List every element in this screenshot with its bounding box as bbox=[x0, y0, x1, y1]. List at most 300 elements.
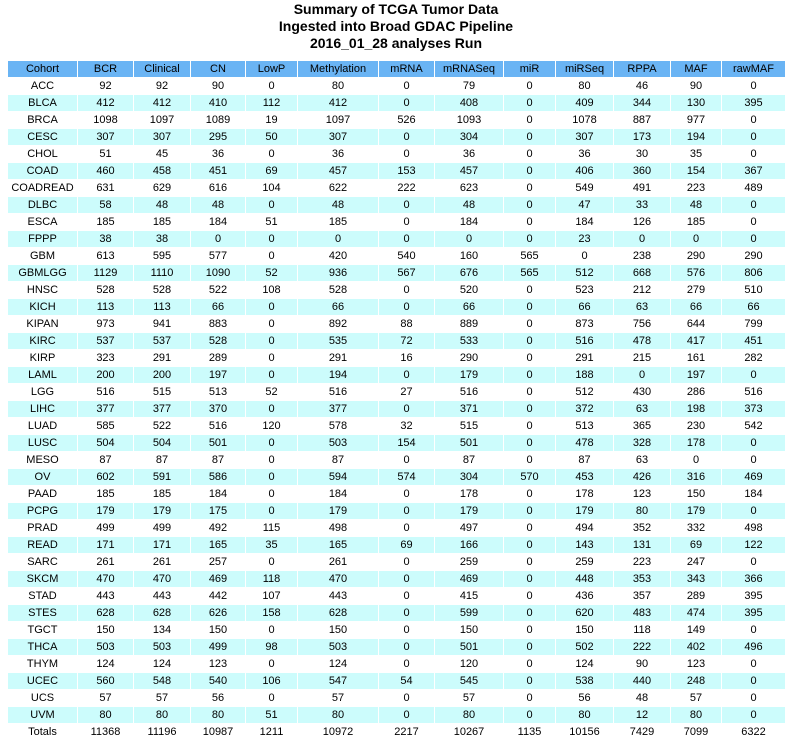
count-cell: 0 bbox=[379, 639, 434, 655]
count-cell: 0 bbox=[722, 503, 785, 519]
count-cell: 892 bbox=[328, 318, 348, 330]
count-cell: 0 bbox=[526, 352, 533, 364]
count-cell: 0 bbox=[379, 197, 434, 213]
count-cell: 0 bbox=[750, 556, 757, 568]
count-cell: 178 bbox=[459, 488, 479, 500]
count-cell: 63 bbox=[614, 401, 670, 417]
count-cell: 537 bbox=[134, 333, 190, 349]
count-cell: 36 bbox=[462, 148, 476, 160]
count-cell: 623 bbox=[459, 182, 479, 194]
count-cell: 154 bbox=[671, 163, 721, 179]
count-cell: 0 bbox=[246, 503, 297, 519]
count-cell: 0 bbox=[750, 454, 757, 466]
count-cell: 0 bbox=[379, 571, 434, 587]
count-cell: 185 bbox=[686, 216, 706, 228]
table-row bbox=[8, 690, 785, 706]
count-cell: 35 bbox=[246, 537, 297, 553]
count-cell: 185 bbox=[96, 216, 115, 228]
count-cell: 124 bbox=[152, 658, 172, 670]
count-cell: 106 bbox=[246, 673, 297, 689]
count-cell: 0 bbox=[750, 658, 757, 670]
count-cell: 166 bbox=[435, 537, 503, 553]
count-cell: 0 bbox=[614, 367, 670, 383]
count-cell: 0 bbox=[246, 333, 297, 349]
count-cell: 644 bbox=[686, 318, 706, 330]
table-row bbox=[8, 129, 785, 145]
count-cell: 370 bbox=[191, 401, 245, 417]
count-cell: 290 bbox=[686, 250, 706, 262]
count-cell: 54 bbox=[379, 673, 434, 689]
count-cell: 353 bbox=[614, 571, 670, 587]
count-cell: 499 bbox=[152, 522, 172, 534]
count-cell: 599 bbox=[435, 605, 503, 621]
count-cell: 212 bbox=[632, 284, 652, 296]
cohort-cell: READ bbox=[8, 537, 77, 553]
count-cell: 48 bbox=[191, 197, 245, 213]
count-cell: 279 bbox=[686, 284, 706, 296]
count-cell: 48 bbox=[435, 197, 503, 213]
cohort-cell: COADREAD bbox=[11, 182, 74, 194]
count-cell: 197 bbox=[671, 367, 721, 383]
cohort-cell: GBM bbox=[29, 250, 56, 262]
count-cell: 0 bbox=[191, 231, 245, 247]
table-row bbox=[8, 588, 785, 604]
cohort-cell: TGCT bbox=[27, 624, 58, 636]
count-cell: 0 bbox=[504, 673, 555, 689]
count-cell: 498 bbox=[744, 522, 763, 534]
count-cell: 0 bbox=[268, 454, 275, 466]
report-title bbox=[0, 0, 792, 52]
count-cell: 150 bbox=[575, 624, 594, 636]
count-cell: 307 bbox=[298, 129, 378, 145]
count-cell: 282 bbox=[744, 352, 763, 364]
table-row bbox=[8, 214, 785, 230]
count-cell: 941 bbox=[152, 318, 172, 330]
count-cell: 1090 bbox=[191, 265, 245, 281]
count-cell: 409 bbox=[556, 95, 613, 111]
count-cell: 470 bbox=[298, 571, 378, 587]
count-cell: 179 bbox=[435, 503, 503, 519]
cohort-cell: SKCM bbox=[8, 571, 77, 587]
count-cell: 87 bbox=[155, 454, 169, 466]
table-row bbox=[8, 554, 785, 570]
cohort-cell: CHOL bbox=[27, 148, 58, 160]
count-cell: 512 bbox=[556, 265, 613, 281]
table-row bbox=[8, 401, 785, 417]
count-cell: 80 bbox=[331, 80, 345, 92]
count-cell: 516 bbox=[208, 420, 228, 432]
count-cell: 0 bbox=[403, 454, 410, 466]
table-row bbox=[8, 418, 785, 434]
count-cell: 622 bbox=[328, 182, 348, 194]
count-cell: 184 bbox=[459, 216, 479, 228]
column-header-lowp: LowP bbox=[246, 61, 297, 77]
cohort-cell: GBMLGG bbox=[8, 265, 77, 281]
count-cell: 90 bbox=[689, 80, 703, 92]
count-cell: 565 bbox=[504, 265, 555, 281]
count-cell: 286 bbox=[686, 386, 706, 398]
count-cell: 0 bbox=[403, 216, 410, 228]
count-cell: 332 bbox=[686, 522, 706, 534]
cohort-cell: LIHC bbox=[8, 401, 77, 417]
count-cell: 977 bbox=[686, 114, 706, 126]
count-cell: 80 bbox=[556, 707, 613, 723]
count-cell: 66 bbox=[191, 299, 245, 315]
count-cell: 513 bbox=[575, 420, 594, 432]
count-cell: 501 bbox=[435, 639, 503, 655]
count-cell: 150 bbox=[208, 624, 228, 636]
total-cell: 10267 bbox=[453, 726, 485, 738]
count-cell: 806 bbox=[722, 265, 785, 281]
table-row bbox=[8, 180, 785, 196]
count-cell: 80 bbox=[191, 707, 245, 723]
cohort-cell: LUAD bbox=[27, 420, 58, 432]
count-cell: 80 bbox=[78, 707, 133, 723]
count-cell: 47 bbox=[556, 197, 613, 213]
count-cell: 51 bbox=[246, 707, 297, 723]
count-cell: 92 bbox=[99, 80, 112, 92]
cohort-cell: STES bbox=[8, 605, 77, 621]
count-cell: 173 bbox=[614, 129, 670, 145]
count-cell: 426 bbox=[614, 469, 670, 485]
count-cell: 457 bbox=[298, 163, 378, 179]
count-cell: 0 bbox=[268, 80, 275, 92]
count-cell: 149 bbox=[686, 624, 706, 636]
count-cell: 602 bbox=[78, 469, 133, 485]
count-cell: 222 bbox=[397, 182, 416, 194]
count-cell: 194 bbox=[298, 367, 378, 383]
count-cell: 66 bbox=[556, 299, 613, 315]
table-row bbox=[8, 435, 785, 451]
count-cell: 175 bbox=[191, 503, 245, 519]
count-cell: 0 bbox=[268, 318, 275, 330]
count-cell: 259 bbox=[575, 556, 594, 568]
count-cell: 118 bbox=[246, 571, 297, 587]
count-cell: 52 bbox=[265, 386, 278, 398]
cohort-cell: ACC bbox=[30, 80, 55, 92]
count-cell: 498 bbox=[328, 522, 348, 534]
count-cell: 377 bbox=[298, 401, 378, 417]
count-cell: 179 bbox=[671, 503, 721, 519]
count-cell: 79 bbox=[462, 80, 476, 92]
total-cell: 2217 bbox=[394, 726, 419, 738]
count-cell: 0 bbox=[268, 352, 275, 364]
table-row bbox=[8, 520, 785, 536]
count-cell: 57 bbox=[462, 692, 476, 704]
count-cell: 178 bbox=[671, 435, 721, 451]
count-cell: 123 bbox=[686, 658, 706, 670]
count-cell: 171 bbox=[78, 537, 133, 553]
count-cell: 516 bbox=[328, 386, 348, 398]
count-cell: 537 bbox=[78, 333, 133, 349]
count-cell: 620 bbox=[556, 605, 613, 621]
count-cell: 0 bbox=[526, 182, 533, 194]
count-cell: 528 bbox=[152, 284, 172, 296]
count-cell: 63 bbox=[614, 299, 670, 315]
count-cell: 676 bbox=[435, 265, 503, 281]
count-cell: 0 bbox=[403, 658, 410, 670]
column-header-cohort: Cohort bbox=[8, 61, 77, 77]
count-cell: 87 bbox=[99, 454, 112, 466]
count-cell: 69 bbox=[246, 163, 297, 179]
count-cell: 247 bbox=[686, 556, 706, 568]
count-cell: 469 bbox=[191, 571, 245, 587]
count-cell: 547 bbox=[298, 673, 378, 689]
count-cell: 415 bbox=[459, 590, 479, 602]
count-cell: 307 bbox=[78, 129, 133, 145]
count-cell: 616 bbox=[208, 182, 228, 194]
count-cell: 57 bbox=[331, 692, 345, 704]
count-cell: 0 bbox=[403, 624, 410, 636]
count-cell: 0 bbox=[298, 231, 378, 247]
count-cell: 0 bbox=[268, 692, 275, 704]
count-cell: 0 bbox=[504, 571, 555, 587]
count-cell: 32 bbox=[400, 420, 413, 432]
count-cell: 289 bbox=[686, 590, 706, 602]
count-cell: 0 bbox=[504, 707, 555, 723]
count-cell: 261 bbox=[328, 556, 348, 568]
column-header-methylation: Methylation bbox=[298, 61, 378, 77]
count-cell: 200 bbox=[78, 367, 133, 383]
count-cell: 366 bbox=[722, 571, 785, 587]
count-cell: 48 bbox=[671, 197, 721, 213]
count-cell: 80 bbox=[134, 707, 190, 723]
count-cell: 48 bbox=[298, 197, 378, 213]
count-cell: 451 bbox=[191, 163, 245, 179]
count-cell: 799 bbox=[744, 318, 763, 330]
count-cell: 188 bbox=[556, 367, 613, 383]
table-row bbox=[8, 78, 785, 94]
count-cell: 38 bbox=[78, 231, 133, 247]
count-cell: 36 bbox=[331, 148, 345, 160]
table-row bbox=[8, 452, 785, 468]
count-cell: 0 bbox=[403, 284, 410, 296]
count-cell: 360 bbox=[614, 163, 670, 179]
count-cell: 323 bbox=[96, 352, 115, 364]
cohort-cell: THYM bbox=[26, 658, 59, 670]
count-cell: 72 bbox=[379, 333, 434, 349]
count-cell: 570 bbox=[504, 469, 555, 485]
count-cell: 66 bbox=[671, 299, 721, 315]
count-cell: 0 bbox=[750, 80, 757, 92]
count-cell: 523 bbox=[575, 284, 594, 296]
count-cell: 316 bbox=[671, 469, 721, 485]
count-cell: 542 bbox=[744, 420, 763, 432]
count-cell: 19 bbox=[265, 114, 278, 126]
table-row bbox=[8, 248, 785, 264]
count-cell: 0 bbox=[268, 488, 275, 500]
cohort-cell: ESCA bbox=[27, 216, 58, 228]
count-cell: 184 bbox=[208, 488, 228, 500]
table-row bbox=[8, 605, 785, 621]
count-cell: 377 bbox=[134, 401, 190, 417]
count-cell: 460 bbox=[78, 163, 133, 179]
count-cell: 522 bbox=[208, 284, 228, 296]
count-cell: 104 bbox=[262, 182, 281, 194]
count-cell: 516 bbox=[459, 386, 479, 398]
count-cell: 503 bbox=[134, 639, 190, 655]
total-cell: 10972 bbox=[322, 726, 354, 738]
count-cell: 113 bbox=[78, 299, 133, 315]
count-cell: 504 bbox=[78, 435, 133, 451]
count-cell: 92 bbox=[155, 80, 169, 92]
count-cell: 57 bbox=[689, 692, 703, 704]
count-cell: 0 bbox=[379, 401, 434, 417]
count-cell: 0 bbox=[246, 401, 297, 417]
count-cell: 66 bbox=[298, 299, 378, 315]
count-cell: 545 bbox=[435, 673, 503, 689]
count-cell: 120 bbox=[262, 420, 281, 432]
count-cell: 629 bbox=[152, 182, 172, 194]
count-cell: 1078 bbox=[572, 114, 597, 126]
count-cell: 417 bbox=[671, 333, 721, 349]
count-cell: 150 bbox=[328, 624, 348, 636]
count-cell: 1097 bbox=[325, 114, 351, 126]
count-cell: 478 bbox=[556, 435, 613, 451]
count-cell: 87 bbox=[578, 454, 591, 466]
count-cell: 0 bbox=[246, 367, 297, 383]
count-cell: 372 bbox=[556, 401, 613, 417]
count-cell: 120 bbox=[459, 658, 479, 670]
count-cell: 115 bbox=[262, 522, 281, 534]
count-cell: 0 bbox=[403, 148, 410, 160]
total-cell: 10156 bbox=[569, 726, 600, 738]
count-cell: 0 bbox=[526, 522, 533, 534]
count-cell: 613 bbox=[96, 250, 115, 262]
count-cell: 0 bbox=[722, 435, 785, 451]
cohort-cell: UCEC bbox=[8, 673, 77, 689]
count-cell: 122 bbox=[722, 537, 785, 553]
count-cell: 295 bbox=[191, 129, 245, 145]
count-cell: 0 bbox=[526, 454, 533, 466]
count-cell: 501 bbox=[435, 435, 503, 451]
count-cell: 443 bbox=[152, 590, 172, 602]
count-cell: 171 bbox=[134, 537, 190, 553]
count-cell: 123 bbox=[632, 488, 652, 500]
count-cell: 420 bbox=[328, 250, 348, 262]
count-cell: 87 bbox=[211, 454, 225, 466]
table-row bbox=[8, 316, 785, 332]
count-cell: 887 bbox=[632, 114, 652, 126]
count-cell: 560 bbox=[78, 673, 133, 689]
count-cell: 395 bbox=[744, 590, 763, 602]
cohort-cell: BLCA bbox=[8, 95, 77, 111]
count-cell: 0 bbox=[246, 435, 297, 451]
count-cell: 533 bbox=[435, 333, 503, 349]
count-cell: 469 bbox=[722, 469, 785, 485]
count-cell: 595 bbox=[152, 250, 172, 262]
count-cell: 470 bbox=[134, 571, 190, 587]
count-cell: 304 bbox=[435, 469, 503, 485]
count-cell: 436 bbox=[575, 590, 594, 602]
count-cell: 0 bbox=[526, 216, 533, 228]
count-cell: 395 bbox=[722, 95, 785, 111]
count-cell: 290 bbox=[744, 250, 763, 262]
count-cell: 108 bbox=[262, 284, 281, 296]
count-cell: 626 bbox=[191, 605, 245, 621]
count-cell: 0 bbox=[504, 129, 555, 145]
count-cell: 124 bbox=[328, 658, 348, 670]
count-cell: 200 bbox=[134, 367, 190, 383]
count-cell: 27 bbox=[400, 386, 413, 398]
count-cell: 123 bbox=[208, 658, 228, 670]
count-cell: 474 bbox=[671, 605, 721, 621]
count-cell: 528 bbox=[191, 333, 245, 349]
count-cell: 0 bbox=[671, 231, 721, 247]
count-cell: 594 bbox=[298, 469, 378, 485]
count-cell: 501 bbox=[191, 435, 245, 451]
count-cell: 90 bbox=[211, 80, 225, 92]
count-cell: 0 bbox=[379, 367, 434, 383]
count-cell: 451 bbox=[722, 333, 785, 349]
count-cell: 113 bbox=[134, 299, 190, 315]
count-cell: 0 bbox=[403, 488, 410, 500]
count-cell: 503 bbox=[298, 435, 378, 451]
count-cell: 585 bbox=[96, 420, 115, 432]
count-cell: 261 bbox=[152, 556, 172, 568]
count-cell: 510 bbox=[744, 284, 763, 296]
count-cell: 0 bbox=[722, 197, 785, 213]
table-row bbox=[8, 282, 785, 298]
count-cell: 51 bbox=[99, 148, 112, 160]
count-cell: 0 bbox=[581, 250, 588, 262]
count-cell: 124 bbox=[575, 658, 594, 670]
count-cell: 56 bbox=[578, 692, 591, 704]
count-cell: 291 bbox=[575, 352, 594, 364]
table-row bbox=[8, 571, 785, 587]
count-cell: 0 bbox=[750, 624, 757, 636]
count-cell: 0 bbox=[403, 80, 410, 92]
count-cell: 0 bbox=[504, 639, 555, 655]
count-cell: 408 bbox=[435, 95, 503, 111]
totals-row bbox=[8, 724, 785, 740]
count-cell: 23 bbox=[556, 231, 613, 247]
count-cell: 154 bbox=[379, 435, 434, 451]
cohort-cell: PAAD bbox=[27, 488, 58, 500]
count-cell: 80 bbox=[435, 707, 503, 723]
column-header-rppa: RPPA bbox=[614, 61, 670, 77]
count-cell: 56 bbox=[211, 692, 225, 704]
count-cell: 0 bbox=[504, 197, 555, 213]
count-cell: 0 bbox=[692, 454, 700, 466]
table-row bbox=[8, 656, 785, 672]
count-cell: 131 bbox=[614, 537, 670, 553]
cohort-cell: KICH bbox=[8, 299, 77, 315]
count-cell: 0 bbox=[526, 420, 533, 432]
table-row bbox=[8, 469, 785, 485]
count-cell: 35 bbox=[689, 148, 703, 160]
count-cell: 412 bbox=[78, 95, 133, 111]
total-cell: 1211 bbox=[259, 726, 284, 738]
count-cell: 307 bbox=[556, 129, 613, 145]
count-cell: 69 bbox=[671, 537, 721, 553]
column-header-mrnaseq: mRNASeq bbox=[435, 61, 503, 77]
total-cell: 6322 bbox=[741, 726, 766, 738]
count-cell: 66 bbox=[435, 299, 503, 315]
count-cell: 1089 bbox=[205, 114, 231, 126]
table-row bbox=[8, 112, 785, 128]
cohort-cell: UVM bbox=[8, 707, 77, 723]
count-cell: 0 bbox=[403, 556, 410, 568]
count-cell: 973 bbox=[96, 318, 115, 330]
count-cell: 0 bbox=[504, 231, 555, 247]
cohort-cell: LUSC bbox=[8, 435, 77, 451]
count-cell: 586 bbox=[191, 469, 245, 485]
count-cell: 520 bbox=[459, 284, 479, 296]
count-cell: 179 bbox=[78, 503, 133, 519]
cohort-cell: OV bbox=[8, 469, 77, 485]
count-cell: 442 bbox=[208, 590, 228, 602]
